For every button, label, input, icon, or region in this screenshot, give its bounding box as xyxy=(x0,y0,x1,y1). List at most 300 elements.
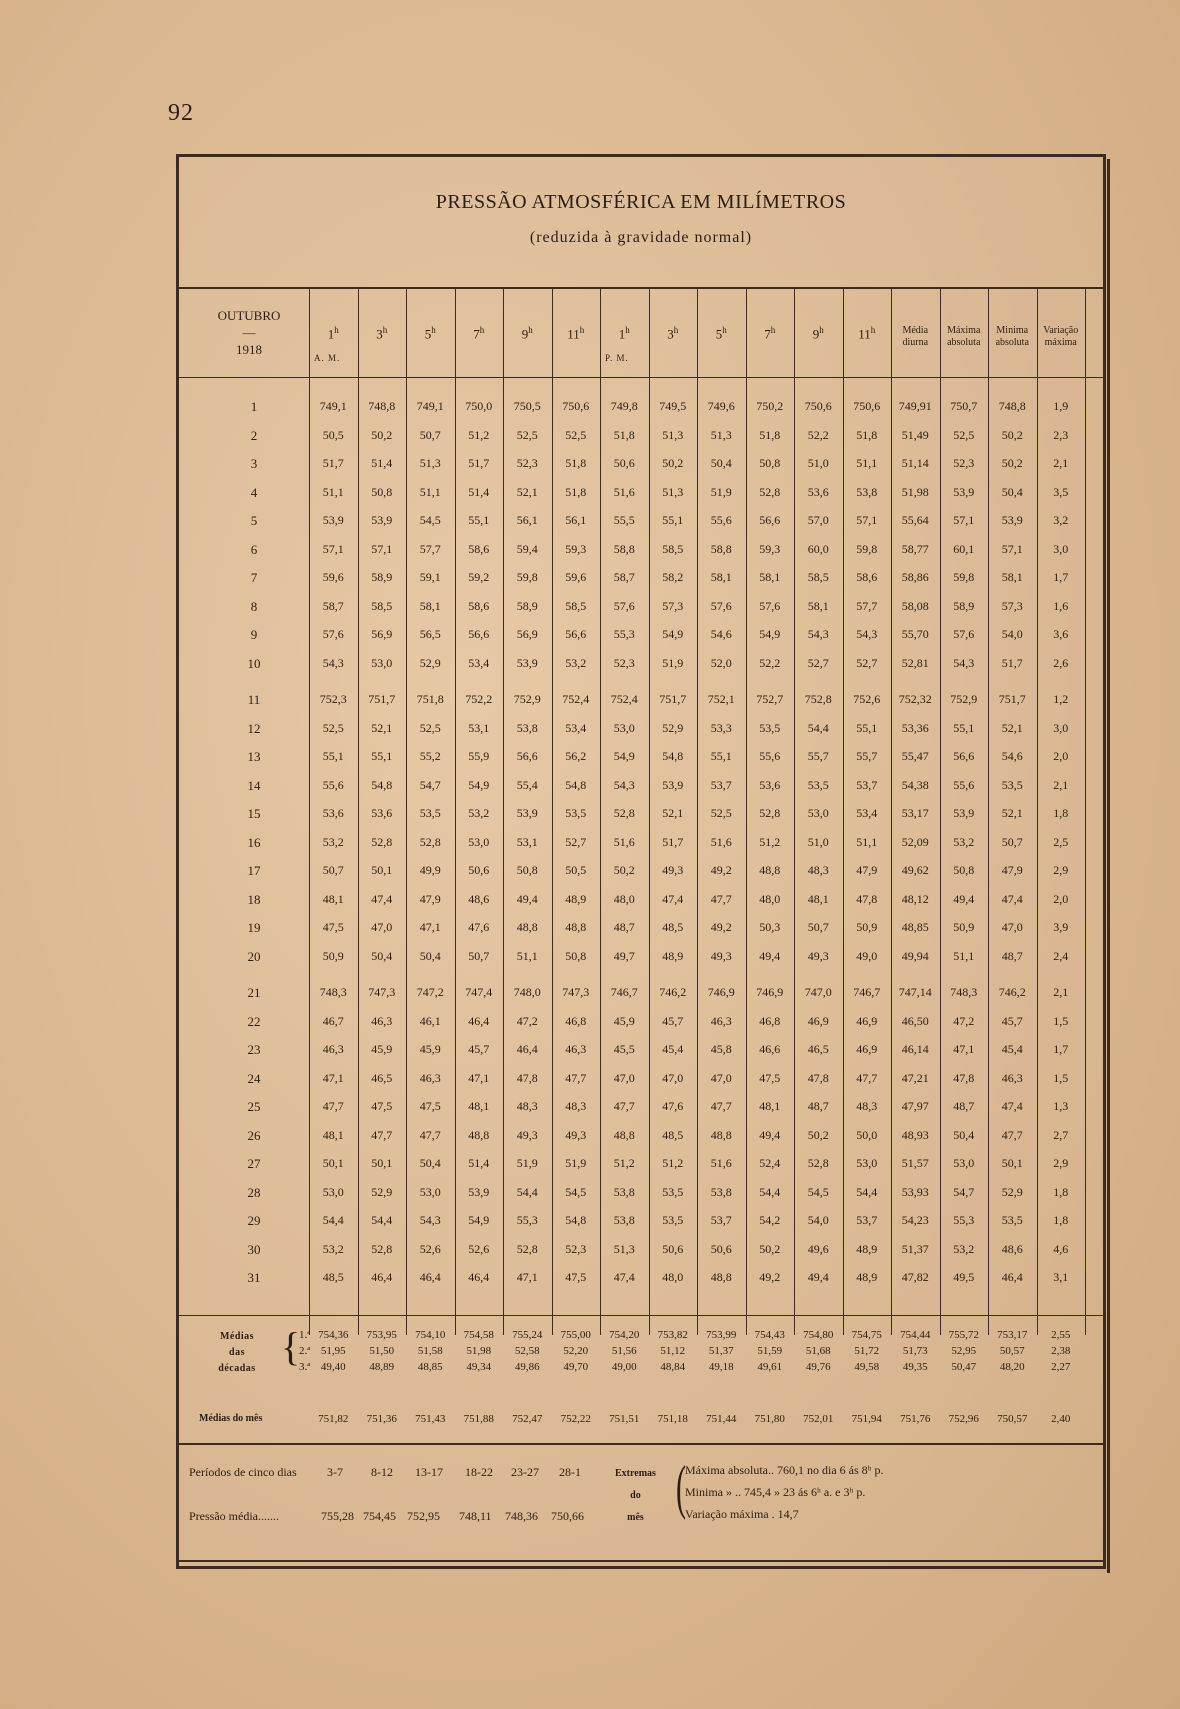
hourly-value: 50,7 xyxy=(419,427,441,442)
hourly-value: 49,7 xyxy=(613,948,635,963)
hourly-value: 45,4 xyxy=(662,1042,684,1056)
hourly-value: 59,3 xyxy=(759,541,781,556)
decade-value: 755,00 xyxy=(560,1329,591,1341)
table-row xyxy=(179,1008,1103,1036)
hourly-value: 746,9 xyxy=(756,985,784,999)
month-value: 752,47 xyxy=(512,1413,543,1425)
hourly-value: 58,6 xyxy=(856,570,878,584)
hourly-value: 748,3 xyxy=(319,985,347,999)
hourly-value: 58,9 xyxy=(371,570,393,584)
hourly-value: 58,1 xyxy=(759,570,781,584)
pressure-value: 748,11 xyxy=(459,1509,492,1523)
hourly-value: 47,7 xyxy=(613,1099,635,1113)
hourly-value: 51,7 xyxy=(468,456,490,470)
hourly-value: 51,1 xyxy=(419,484,441,499)
hourly-value: 56,6 xyxy=(565,627,587,641)
hourly-value: 49,2 xyxy=(710,920,732,934)
hourly-value: 46,5 xyxy=(807,1042,829,1056)
day-number: 6 xyxy=(250,541,258,557)
stat-value: 52,81 xyxy=(901,655,929,670)
stat-value: 50,7 xyxy=(1001,834,1023,849)
hourly-value: 54,5 xyxy=(807,1184,829,1199)
hourly-value: 45,9 xyxy=(419,1042,441,1056)
stat-value: 3,2 xyxy=(1053,513,1069,527)
hourly-value: 46,4 xyxy=(516,1042,538,1056)
hourly-value: 50,4 xyxy=(419,1156,441,1170)
month-value: 752,22 xyxy=(560,1413,591,1425)
hourly-value: 49,3 xyxy=(516,1127,538,1142)
stat-value: 57,3 xyxy=(1001,598,1023,613)
hourly-value: 53,1 xyxy=(516,834,538,849)
stat-value: 50,1 xyxy=(1001,1156,1023,1170)
month-value: 751,43 xyxy=(415,1413,446,1425)
day-number: 8 xyxy=(250,598,258,614)
hourly-value: 46,9 xyxy=(856,1013,878,1028)
hourly-value: 53,5 xyxy=(662,1184,684,1199)
hourly-value: 48,7 xyxy=(807,1099,829,1113)
hourly-value: 48,9 xyxy=(565,891,587,906)
hourly-value: 54,7 xyxy=(419,777,441,792)
hourly-value: 48,1 xyxy=(322,891,344,906)
hourly-value: 48,3 xyxy=(856,1099,878,1113)
month-value: 751,18 xyxy=(657,1413,688,1425)
hourly-value: 56,9 xyxy=(371,627,393,641)
hourly-value: 51,7 xyxy=(662,834,684,849)
hourly-value: 51,2 xyxy=(613,1156,635,1170)
hourly-value: 51,8 xyxy=(759,427,781,442)
hourly-value: 748,8 xyxy=(368,399,396,413)
hourly-value: 51,4 xyxy=(371,456,393,470)
hourly-value: 57,1 xyxy=(322,541,344,556)
hourly-value: 53,9 xyxy=(516,806,538,820)
hourly-value: 54,4 xyxy=(371,1213,393,1227)
hourly-value: 57,7 xyxy=(856,598,878,613)
hourly-value: 750,2 xyxy=(756,399,784,413)
hourly-value: 50,6 xyxy=(710,1241,732,1256)
hourly-value: 51,3 xyxy=(419,456,441,470)
hourly-value: 51,6 xyxy=(613,484,635,499)
hourly-value: 51,9 xyxy=(662,655,684,670)
hourly-value: 52,9 xyxy=(371,1184,393,1199)
hourly-value: 53,5 xyxy=(759,720,781,735)
stat-value: 55,6 xyxy=(953,777,975,792)
month-value: 751,51 xyxy=(609,1413,640,1425)
pressure-value: 754,45 xyxy=(363,1509,396,1523)
hourly-value: 48,3 xyxy=(516,1099,538,1113)
day-number: 31 xyxy=(247,1270,261,1285)
hourly-value: 49,4 xyxy=(759,948,781,963)
hourly-value: 50,9 xyxy=(322,948,344,963)
table-row xyxy=(179,1179,1103,1207)
hourly-value: 53,7 xyxy=(710,1213,732,1227)
decade-value: 754,58 xyxy=(463,1329,494,1341)
hourly-value: 50,7 xyxy=(807,920,829,934)
hour-header xyxy=(358,325,407,342)
year-label: 1918 xyxy=(236,342,262,357)
hourly-value: 50,8 xyxy=(565,948,587,963)
month-value: 751,94 xyxy=(851,1413,882,1425)
stat-value: 49,4 xyxy=(953,891,975,906)
pressure-value: 748,36 xyxy=(505,1509,538,1523)
hourly-value: 51,3 xyxy=(662,484,684,499)
hourly-value: 50,2 xyxy=(613,863,635,877)
period-value: 3-7 xyxy=(327,1465,343,1479)
hourly-value: 50,6 xyxy=(662,1241,684,1256)
hourly-value: 52,8 xyxy=(371,1241,393,1256)
hourly-value: 55,3 xyxy=(516,1213,538,1227)
hourly-value: 48,1 xyxy=(807,891,829,906)
hourly-value: 46,3 xyxy=(565,1042,587,1056)
stat-value: 54,0 xyxy=(1001,627,1023,641)
hourly-value: 47,9 xyxy=(856,863,878,877)
hourly-value: 53,9 xyxy=(662,777,684,792)
hourly-value: 55,5 xyxy=(613,513,635,527)
stat-value: 2,0 xyxy=(1053,749,1069,763)
hourly-value: 50,6 xyxy=(468,863,490,877)
hourly-value: 55,3 xyxy=(613,627,635,641)
hourly-value: 752,3 xyxy=(319,692,347,706)
hourly-value: 51,8 xyxy=(565,456,587,470)
hourly-value: 52,8 xyxy=(419,834,441,849)
stat-value: 55,70 xyxy=(901,627,929,641)
hourly-value: 58,9 xyxy=(516,598,538,613)
decade-value: 754,75 xyxy=(851,1329,882,1341)
stat-value: 2,5 xyxy=(1053,834,1069,849)
hourly-value: 53,9 xyxy=(322,513,344,527)
hour-suffix: h xyxy=(528,325,533,335)
table-row xyxy=(179,536,1103,564)
hourly-value: 52,3 xyxy=(565,1241,587,1256)
decade-value: 49,34 xyxy=(466,1361,492,1373)
am-label: A. M. xyxy=(314,353,341,363)
day-number: 23 xyxy=(247,1042,261,1057)
table-row xyxy=(179,621,1103,649)
day-number: 22 xyxy=(247,1013,261,1029)
hourly-value: 751,7 xyxy=(368,692,396,706)
month-header xyxy=(199,307,299,358)
hourly-value: 56,1 xyxy=(516,513,538,527)
hourly-value: 55,1 xyxy=(322,749,344,763)
decade-brace: { xyxy=(281,1324,301,1369)
decade-top-rule xyxy=(179,1315,1103,1316)
stat-value: 53,5 xyxy=(1001,777,1023,792)
hourly-value: 52,2 xyxy=(807,427,829,442)
table-row xyxy=(179,743,1103,771)
hourly-value: 53,9 xyxy=(516,655,538,670)
pressure-value: 750,66 xyxy=(551,1509,584,1523)
stat-value: 55,47 xyxy=(901,749,929,763)
hourly-value: 50,2 xyxy=(759,1241,781,1256)
hourly-value: 46,3 xyxy=(419,1070,441,1085)
hourly-value: 48,1 xyxy=(468,1099,490,1113)
hourly-value: 747,4 xyxy=(465,985,493,999)
hour-header xyxy=(843,325,892,342)
hourly-value: 56,2 xyxy=(565,749,587,763)
stat-value: 2,9 xyxy=(1053,1156,1069,1170)
hourly-value: 747,3 xyxy=(368,985,396,999)
decade-stat: 48,20 xyxy=(999,1361,1025,1373)
table-row xyxy=(179,422,1103,450)
hourly-value: 54,9 xyxy=(613,749,635,763)
hourly-value: 48,6 xyxy=(468,891,490,906)
hourly-value: 57,6 xyxy=(759,598,781,613)
decade-value: 51,68 xyxy=(805,1345,831,1357)
stat-value: 47,4 xyxy=(1001,1099,1023,1113)
hourly-value: 47,7 xyxy=(565,1070,587,1085)
extremes-label-line: Extremas xyxy=(615,1468,656,1479)
stat-value: 751,7 xyxy=(998,692,1026,706)
hourly-value: 48,9 xyxy=(662,948,684,963)
hour-header xyxy=(649,325,698,342)
hour-suffix: h xyxy=(770,325,776,335)
hour-number: 9 xyxy=(812,326,820,342)
hourly-value: 54,4 xyxy=(759,1184,781,1199)
hourly-value: 55,1 xyxy=(371,749,393,763)
hourly-value: 50,1 xyxy=(322,1156,344,1170)
hourly-value: 54,8 xyxy=(662,749,684,763)
hourly-value: 59,4 xyxy=(516,541,538,556)
stat-value: 3,5 xyxy=(1053,484,1069,499)
hourly-value: 58,1 xyxy=(807,598,829,613)
hourly-value: 45,9 xyxy=(371,1042,393,1056)
hourly-value: 52,5 xyxy=(565,427,587,442)
hourly-value: 46,4 xyxy=(468,1013,490,1028)
hourly-value: 54,9 xyxy=(468,777,490,792)
hour-header xyxy=(309,325,358,342)
hourly-value: 46,6 xyxy=(759,1042,781,1056)
hourly-value: 52,6 xyxy=(468,1241,490,1256)
hourly-value: 54,4 xyxy=(807,720,829,735)
stat-value: 53,36 xyxy=(901,720,929,735)
decade-value: 753,99 xyxy=(706,1329,737,1341)
hourly-value: 52,4 xyxy=(759,1156,781,1170)
hourly-value: 53,8 xyxy=(710,1184,732,1199)
decade-value: 49,86 xyxy=(514,1361,540,1373)
decade-stat: 755,72 xyxy=(948,1329,979,1341)
hourly-value: 749,8 xyxy=(610,399,638,413)
hourly-value: 47,1 xyxy=(468,1070,490,1085)
hourly-value: 55,6 xyxy=(710,513,732,527)
hourly-value: 50,9 xyxy=(856,920,878,934)
day-number: 7 xyxy=(250,570,258,585)
hourly-value: 50,3 xyxy=(759,920,781,934)
hourly-value: 52,3 xyxy=(613,655,635,670)
hourly-value: 50,8 xyxy=(759,456,781,470)
stat-value: 48,93 xyxy=(901,1127,929,1142)
hour-number: 1 xyxy=(327,326,335,342)
hourly-value: 46,8 xyxy=(759,1013,781,1028)
hour-header xyxy=(746,325,795,342)
hourly-value: 46,5 xyxy=(371,1070,393,1085)
table-row xyxy=(179,450,1103,478)
hour-number: 1 xyxy=(618,326,626,342)
stat-value: 752,9 xyxy=(950,692,978,706)
table-row xyxy=(179,1122,1103,1150)
hourly-value: 46,4 xyxy=(419,1270,441,1284)
table-row xyxy=(179,1207,1103,1235)
hourly-value: 47,1 xyxy=(516,1270,538,1284)
hour-number: 7 xyxy=(764,326,771,342)
day-number: 15 xyxy=(247,806,261,821)
decade-value: 49,61 xyxy=(757,1361,783,1373)
stat-value: 50,8 xyxy=(953,863,975,877)
stat-value: 52,1 xyxy=(1001,720,1023,735)
stat-value: 3,0 xyxy=(1053,720,1069,735)
decade-value: 51,58 xyxy=(417,1345,443,1357)
hourly-value: 54,9 xyxy=(759,627,781,641)
hourly-value: 48,8 xyxy=(613,1127,635,1142)
stat-value: 47,82 xyxy=(901,1270,929,1284)
hourly-value: 53,0 xyxy=(613,720,635,735)
hourly-value: 59,8 xyxy=(516,570,538,584)
hourly-value: 49,4 xyxy=(807,1270,829,1284)
hourly-value: 56,6 xyxy=(516,749,538,763)
decade-label-line: Médias xyxy=(219,1331,255,1342)
stat-value: 747,14 xyxy=(898,985,932,999)
hourly-value: 48,0 xyxy=(662,1270,684,1284)
stat-value: 58,86 xyxy=(901,570,929,584)
hourly-value: 748,0 xyxy=(513,985,541,999)
hour-header xyxy=(503,325,552,342)
hourly-value: 47,5 xyxy=(371,1099,393,1113)
hourly-value: 750,0 xyxy=(465,399,493,413)
decade-stat: 49,35 xyxy=(902,1361,928,1373)
decade-value: 51,95 xyxy=(320,1345,346,1357)
day-number: 2 xyxy=(250,427,258,443)
day-number: 29 xyxy=(247,1213,261,1228)
stat-value: 746,2 xyxy=(998,985,1026,999)
hourly-value: 51,9 xyxy=(516,1156,538,1170)
hourly-value: 747,3 xyxy=(562,985,590,999)
hourly-value: 52,0 xyxy=(710,655,732,670)
hourly-value: 752,4 xyxy=(562,692,590,706)
hour-header xyxy=(406,325,455,342)
stat-value: 48,12 xyxy=(901,891,929,906)
decade-stat: 2,27 xyxy=(1051,1361,1071,1373)
frame-shadow-line xyxy=(1107,159,1110,1573)
stat-value: 49,62 xyxy=(901,863,929,877)
stat-value: 55,64 xyxy=(901,513,929,527)
day-number: 16 xyxy=(247,834,261,850)
hourly-value: 53,2 xyxy=(322,1241,344,1256)
pressure-label: Pressão média....... xyxy=(189,1509,279,1523)
hourly-value: 53,0 xyxy=(322,1184,344,1199)
stat-value: 2,0 xyxy=(1053,891,1069,906)
stat-value: 47,1 xyxy=(953,1042,975,1056)
month-stat: 752,96 xyxy=(948,1413,979,1425)
hourly-value: 47,0 xyxy=(613,1070,635,1085)
stat-value: 53,2 xyxy=(953,834,975,849)
hourly-value: 50,1 xyxy=(371,863,393,877)
periods-label: Períodos de cinco dias xyxy=(189,1465,297,1479)
hourly-value: 752,6 xyxy=(853,692,881,706)
stat-value: 46,14 xyxy=(901,1042,929,1056)
stat-value: 2,1 xyxy=(1053,985,1069,999)
hourly-value: 746,7 xyxy=(610,985,638,999)
hourly-value: 46,8 xyxy=(565,1013,587,1028)
stat-value: 1,5 xyxy=(1053,1070,1069,1085)
stat-value: 58,08 xyxy=(901,598,929,613)
period-value: 23-27 xyxy=(511,1465,539,1479)
hour-number: 7 xyxy=(473,326,480,342)
hourly-value: 752,8 xyxy=(804,692,832,706)
hourly-value: 52,8 xyxy=(371,834,393,849)
hourly-value: 59,3 xyxy=(565,541,587,556)
hourly-value: 54,3 xyxy=(322,655,344,670)
stat-value: 1,8 xyxy=(1053,1213,1069,1227)
hourly-value: 52,1 xyxy=(371,720,393,735)
decade-value: 48,85 xyxy=(417,1361,443,1373)
stat-value: 48,6 xyxy=(1001,1241,1023,1256)
table-subtitle: (reduzida à gravidade normal) xyxy=(529,229,753,246)
hourly-value: 57,7 xyxy=(419,541,441,556)
hourly-value: 53,1 xyxy=(468,720,490,735)
stat-value: 51,37 xyxy=(901,1241,929,1256)
decade-stat: 2,55 xyxy=(1051,1329,1071,1341)
hourly-value: 47,8 xyxy=(856,891,878,906)
hourly-value: 750,6 xyxy=(804,399,832,413)
hourly-value: 47,1 xyxy=(419,920,441,934)
hourly-value: 752,4 xyxy=(610,692,638,706)
hourly-value: 46,4 xyxy=(371,1270,393,1284)
hourly-value: 47,5 xyxy=(419,1099,441,1113)
stat-value: 50,4 xyxy=(1001,484,1023,499)
hourly-value: 54,4 xyxy=(856,1184,878,1199)
stat-value: 48,7 xyxy=(953,1099,975,1113)
hourly-value: 50,2 xyxy=(807,1127,829,1142)
decade-value: 52,20 xyxy=(563,1345,589,1357)
stat-value: 748,8 xyxy=(998,399,1026,413)
hourly-value: 48,3 xyxy=(807,863,829,877)
hour-suffix: h xyxy=(579,325,585,335)
decade-value: 51,56 xyxy=(611,1345,637,1357)
extremes-brace: ( xyxy=(675,1454,686,1520)
period-value: 28-1 xyxy=(559,1465,581,1479)
decade-stat: 52,95 xyxy=(951,1345,977,1357)
hourly-value: 58,1 xyxy=(419,598,441,613)
stat-value: 50,2 xyxy=(1001,427,1023,442)
day-number: 19 xyxy=(247,920,261,935)
stat-value: 52,09 xyxy=(901,834,929,849)
hourly-value: 47,7 xyxy=(710,1099,732,1113)
decade-label-line: décadas xyxy=(218,1363,256,1374)
hourly-value: 53,5 xyxy=(419,806,441,820)
period-value: 13-17 xyxy=(415,1465,443,1479)
hour-number: 3 xyxy=(376,326,383,342)
hourly-value: 49,4 xyxy=(516,891,538,906)
day-number: 13 xyxy=(247,749,261,764)
hourly-value: 752,1 xyxy=(707,692,735,706)
table-row xyxy=(179,914,1103,942)
decade-stat: 50,57 xyxy=(999,1345,1025,1357)
hourly-value: 58,5 xyxy=(807,570,829,584)
decade-ordinal: 2.ª xyxy=(299,1345,311,1357)
stat-value: 57,6 xyxy=(953,627,975,641)
hourly-value: 51,2 xyxy=(662,1156,684,1170)
hourly-value: 53,7 xyxy=(856,777,878,792)
decade-row xyxy=(179,1345,1103,1361)
extremes-label-line: mês xyxy=(627,1512,644,1523)
hour-suffix: h xyxy=(722,325,727,335)
stat-value: 52,9 xyxy=(1001,1184,1023,1199)
stat-value: 750,7 xyxy=(950,399,978,413)
hourly-value: 53,3 xyxy=(710,720,732,735)
hourly-value: 51,8 xyxy=(613,427,635,442)
hourly-value: 51,1 xyxy=(516,948,538,963)
day-number: 25 xyxy=(247,1099,261,1114)
table-row xyxy=(179,715,1103,743)
stat-value: 50,4 xyxy=(953,1127,975,1142)
